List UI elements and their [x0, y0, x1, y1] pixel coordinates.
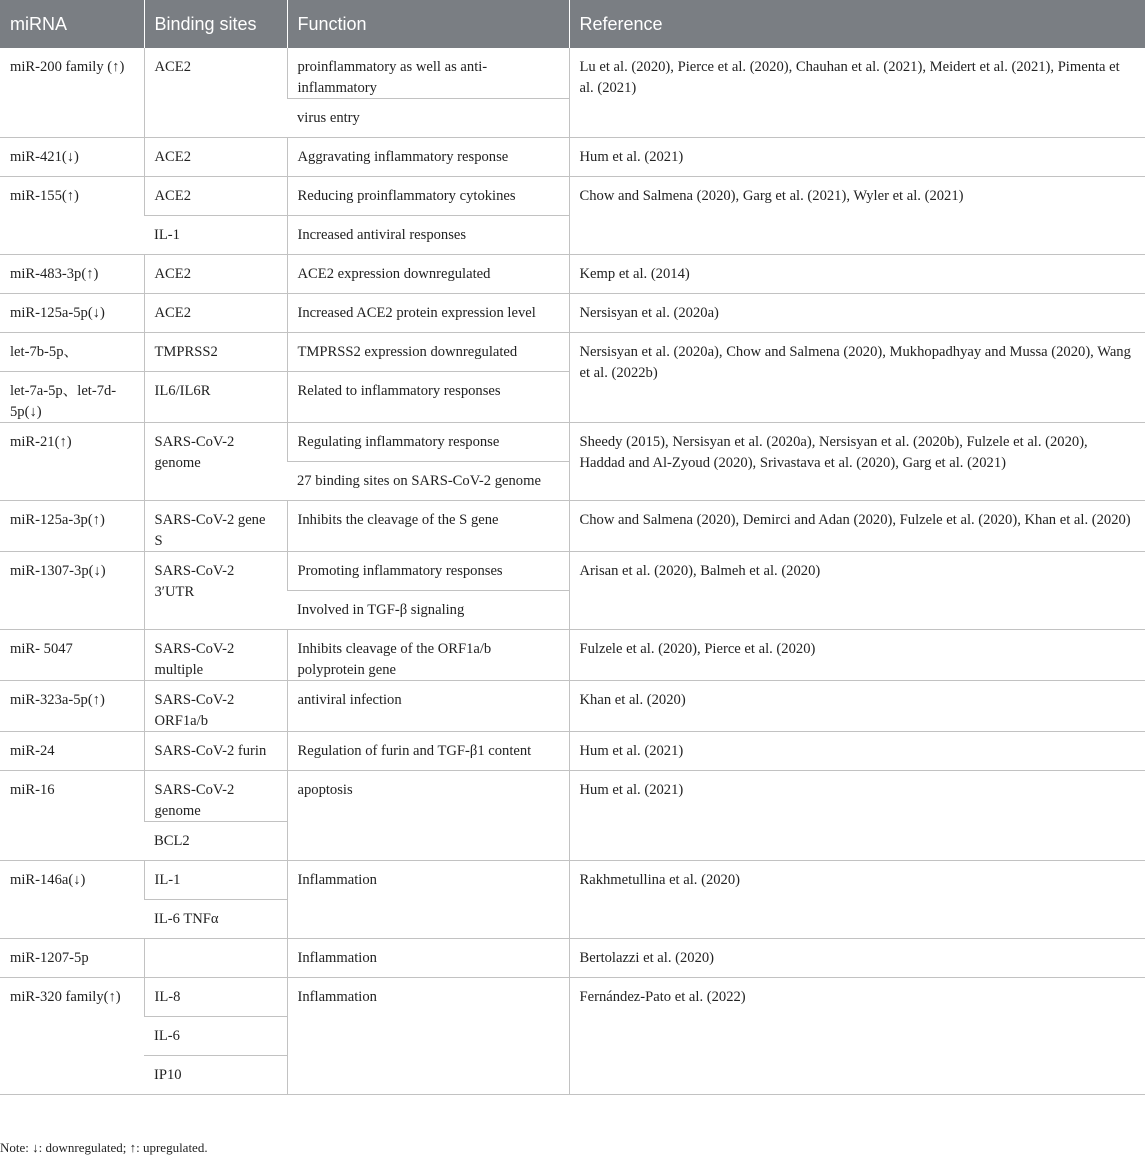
binding-cell: SARS-CoV-2 gene S [144, 501, 287, 552]
table-row [0, 939, 1145, 978]
function-cell: Regulation of furin and TGF-β1 content [287, 732, 569, 771]
reference-cell: Kemp et al. (2014) [569, 255, 1145, 294]
binding-cell: IL-6 TNFα [144, 900, 287, 939]
mirna-cell: miR-1207-5p [0, 939, 144, 978]
table-row [0, 48, 1145, 99]
binding-cell: IL-8 [144, 978, 287, 1017]
function-cell: Reducing proinflammatory cytokines [287, 177, 569, 216]
binding-cell: TMPRSS2 [144, 333, 287, 372]
table-row [0, 681, 1145, 732]
mirna-cell: miR-146a(↓) [0, 861, 144, 939]
mirna-cell: miR-320 family(↑) [0, 978, 144, 1095]
function-cell: Inflammation [287, 861, 569, 939]
function-cell: Involved in TGF-β signaling [287, 591, 569, 630]
mirna-cell: miR-16 [0, 771, 144, 861]
binding-cell: ACE2 [144, 294, 287, 333]
binding-cell: ACE2 [144, 48, 287, 138]
binding-cell: SARS-CoV-2 3′UTR [144, 552, 287, 630]
header-function: Function [287, 0, 569, 48]
function-cell: antiviral infection [287, 681, 569, 732]
mirna-cell: miR- 5047 [0, 630, 144, 681]
binding-cell: IL-6 [144, 1017, 287, 1056]
mirna-cell: miR-155(↑) [0, 177, 144, 255]
binding-cell: ACE2 [144, 138, 287, 177]
table-row [0, 501, 1145, 552]
table-row [0, 552, 1145, 591]
binding-cell: IL-1 [144, 216, 287, 255]
mirna-cell: let-7a-5p、let-7d-5p(↓) [0, 372, 144, 423]
binding-cell: SARS-CoV-2 genome [144, 771, 287, 822]
function-cell: Inhibits cleavage of the ORF1a/b polyprotein gene [287, 630, 569, 681]
binding-cell: ACE2 [144, 177, 287, 216]
function-cell: Increased antiviral responses [287, 216, 569, 255]
table-row [0, 255, 1145, 294]
header-mirna: miRNA [0, 0, 144, 48]
function-cell: TMPRSS2 expression downregulated [287, 333, 569, 372]
table-row [0, 978, 1145, 1017]
reference-cell: Nersisyan et al. (2020a), Chow and Salmena (2020), Mukhopadhyay and Mussa (2020), Wang et al. (2022b) [569, 333, 1145, 423]
table-row [0, 333, 1145, 372]
reference-cell: Hum et al. (2021) [569, 732, 1145, 771]
mirna-cell: miR-323a-5p(↑) [0, 681, 144, 732]
mirna-cell: let-7b-5p、 [0, 333, 144, 372]
table-note: Note: ↓: downregulated; ↑: upregulated. [0, 1140, 208, 1155]
table-header-row [0, 0, 1145, 48]
table-row [0, 138, 1145, 177]
function-cell: Related to inflammatory responses [287, 372, 569, 423]
binding-cell: ACE2 [144, 255, 287, 294]
reference-cell: Chow and Salmena (2020), Garg et al. (2021), Wyler et al. (2021) [569, 177, 1145, 255]
binding-cell: IP10 [144, 1056, 287, 1095]
function-cell: proinflammatory as well as anti-inflammatory [287, 48, 569, 99]
function-cell: virus entry [287, 99, 569, 138]
function-cell: Inhibits the cleavage of the S gene [287, 501, 569, 552]
header-reference: Reference [569, 0, 1145, 48]
table-row [0, 771, 1145, 822]
mirna-cell: miR-24 [0, 732, 144, 771]
mirna-cell: miR-125a-3p(↑) [0, 501, 144, 552]
reference-cell: Rakhmetullina et al. (2020) [569, 861, 1145, 939]
mirna-cell: miR-21(↑) [0, 423, 144, 501]
mirna-cell: miR-200 family (↑) [0, 48, 144, 138]
reference-cell: Hum et al. (2021) [569, 771, 1145, 861]
reference-cell: Nersisyan et al. (2020a) [569, 294, 1145, 333]
function-cell: Inflammation [287, 978, 569, 1095]
function-cell: apoptosis [287, 771, 569, 861]
function-cell: Promoting inflammatory responses [287, 552, 569, 591]
function-cell: Regulating inflammatory response [287, 423, 569, 462]
table-row [0, 294, 1145, 333]
header-binding-sites: Binding sites [144, 0, 287, 48]
binding-cell: SARS-CoV-2 genome [144, 423, 287, 501]
reference-cell: Khan et al. (2020) [569, 681, 1145, 732]
binding-cell: BCL2 [144, 822, 287, 861]
mirna-cell: miR-483-3p(↑) [0, 255, 144, 294]
reference-cell: Arisan et al. (2020), Balmeh et al. (2020) [569, 552, 1145, 630]
reference-cell: Lu et al. (2020), Pierce et al. (2020), Chauhan et al. (2021), Meidert et al. (2021), Pimenta et al. (2021) [569, 48, 1145, 138]
reference-cell: Sheedy (2015), Nersisyan et al. (2020a), Nersisyan et al. (2020b), Fulzele et al. (2020), Haddad and Al-Zyoud (2020), Srivastava et al. (2020), Garg et al. (2021) [569, 423, 1145, 501]
function-cell: Inflammation [287, 939, 569, 978]
reference-cell: Bertolazzi et al. (2020) [569, 939, 1145, 978]
reference-cell: Fulzele et al. (2020), Pierce et al. (2020) [569, 630, 1145, 681]
binding-cell: SARS-CoV-2 multiple [144, 630, 287, 681]
reference-cell: Chow and Salmena (2020), Demirci and Adan (2020), Fulzele et al. (2020), Khan et al. (2020) [569, 501, 1145, 552]
binding-cell: SARS-CoV-2 ORF1a/b [144, 681, 287, 732]
binding-cell: IL6/IL6R [144, 372, 287, 423]
binding-cell [144, 939, 287, 978]
binding-cell: SARS-CoV-2 furin [144, 732, 287, 771]
table-row [0, 630, 1145, 681]
binding-cell: IL-1 [144, 861, 287, 900]
function-cell: Increased ACE2 protein expression level [287, 294, 569, 333]
function-cell: 27 binding sites on SARS-CoV-2 genome [287, 462, 569, 501]
reference-cell: Hum et al. (2021) [569, 138, 1145, 177]
table-row [0, 732, 1145, 771]
mirna-cell: miR-1307-3p(↓) [0, 552, 144, 630]
function-cell: Aggravating inflammatory response [287, 138, 569, 177]
table-row [0, 861, 1145, 900]
mirna-cell: miR-125a-5p(↓) [0, 294, 144, 333]
function-cell: ACE2 expression downregulated [287, 255, 569, 294]
table-row [0, 423, 1145, 462]
mirna-cell: miR-421(↓) [0, 138, 144, 177]
reference-cell: Fernández-Pato et al. (2022) [569, 978, 1145, 1095]
table-row [0, 177, 1145, 216]
